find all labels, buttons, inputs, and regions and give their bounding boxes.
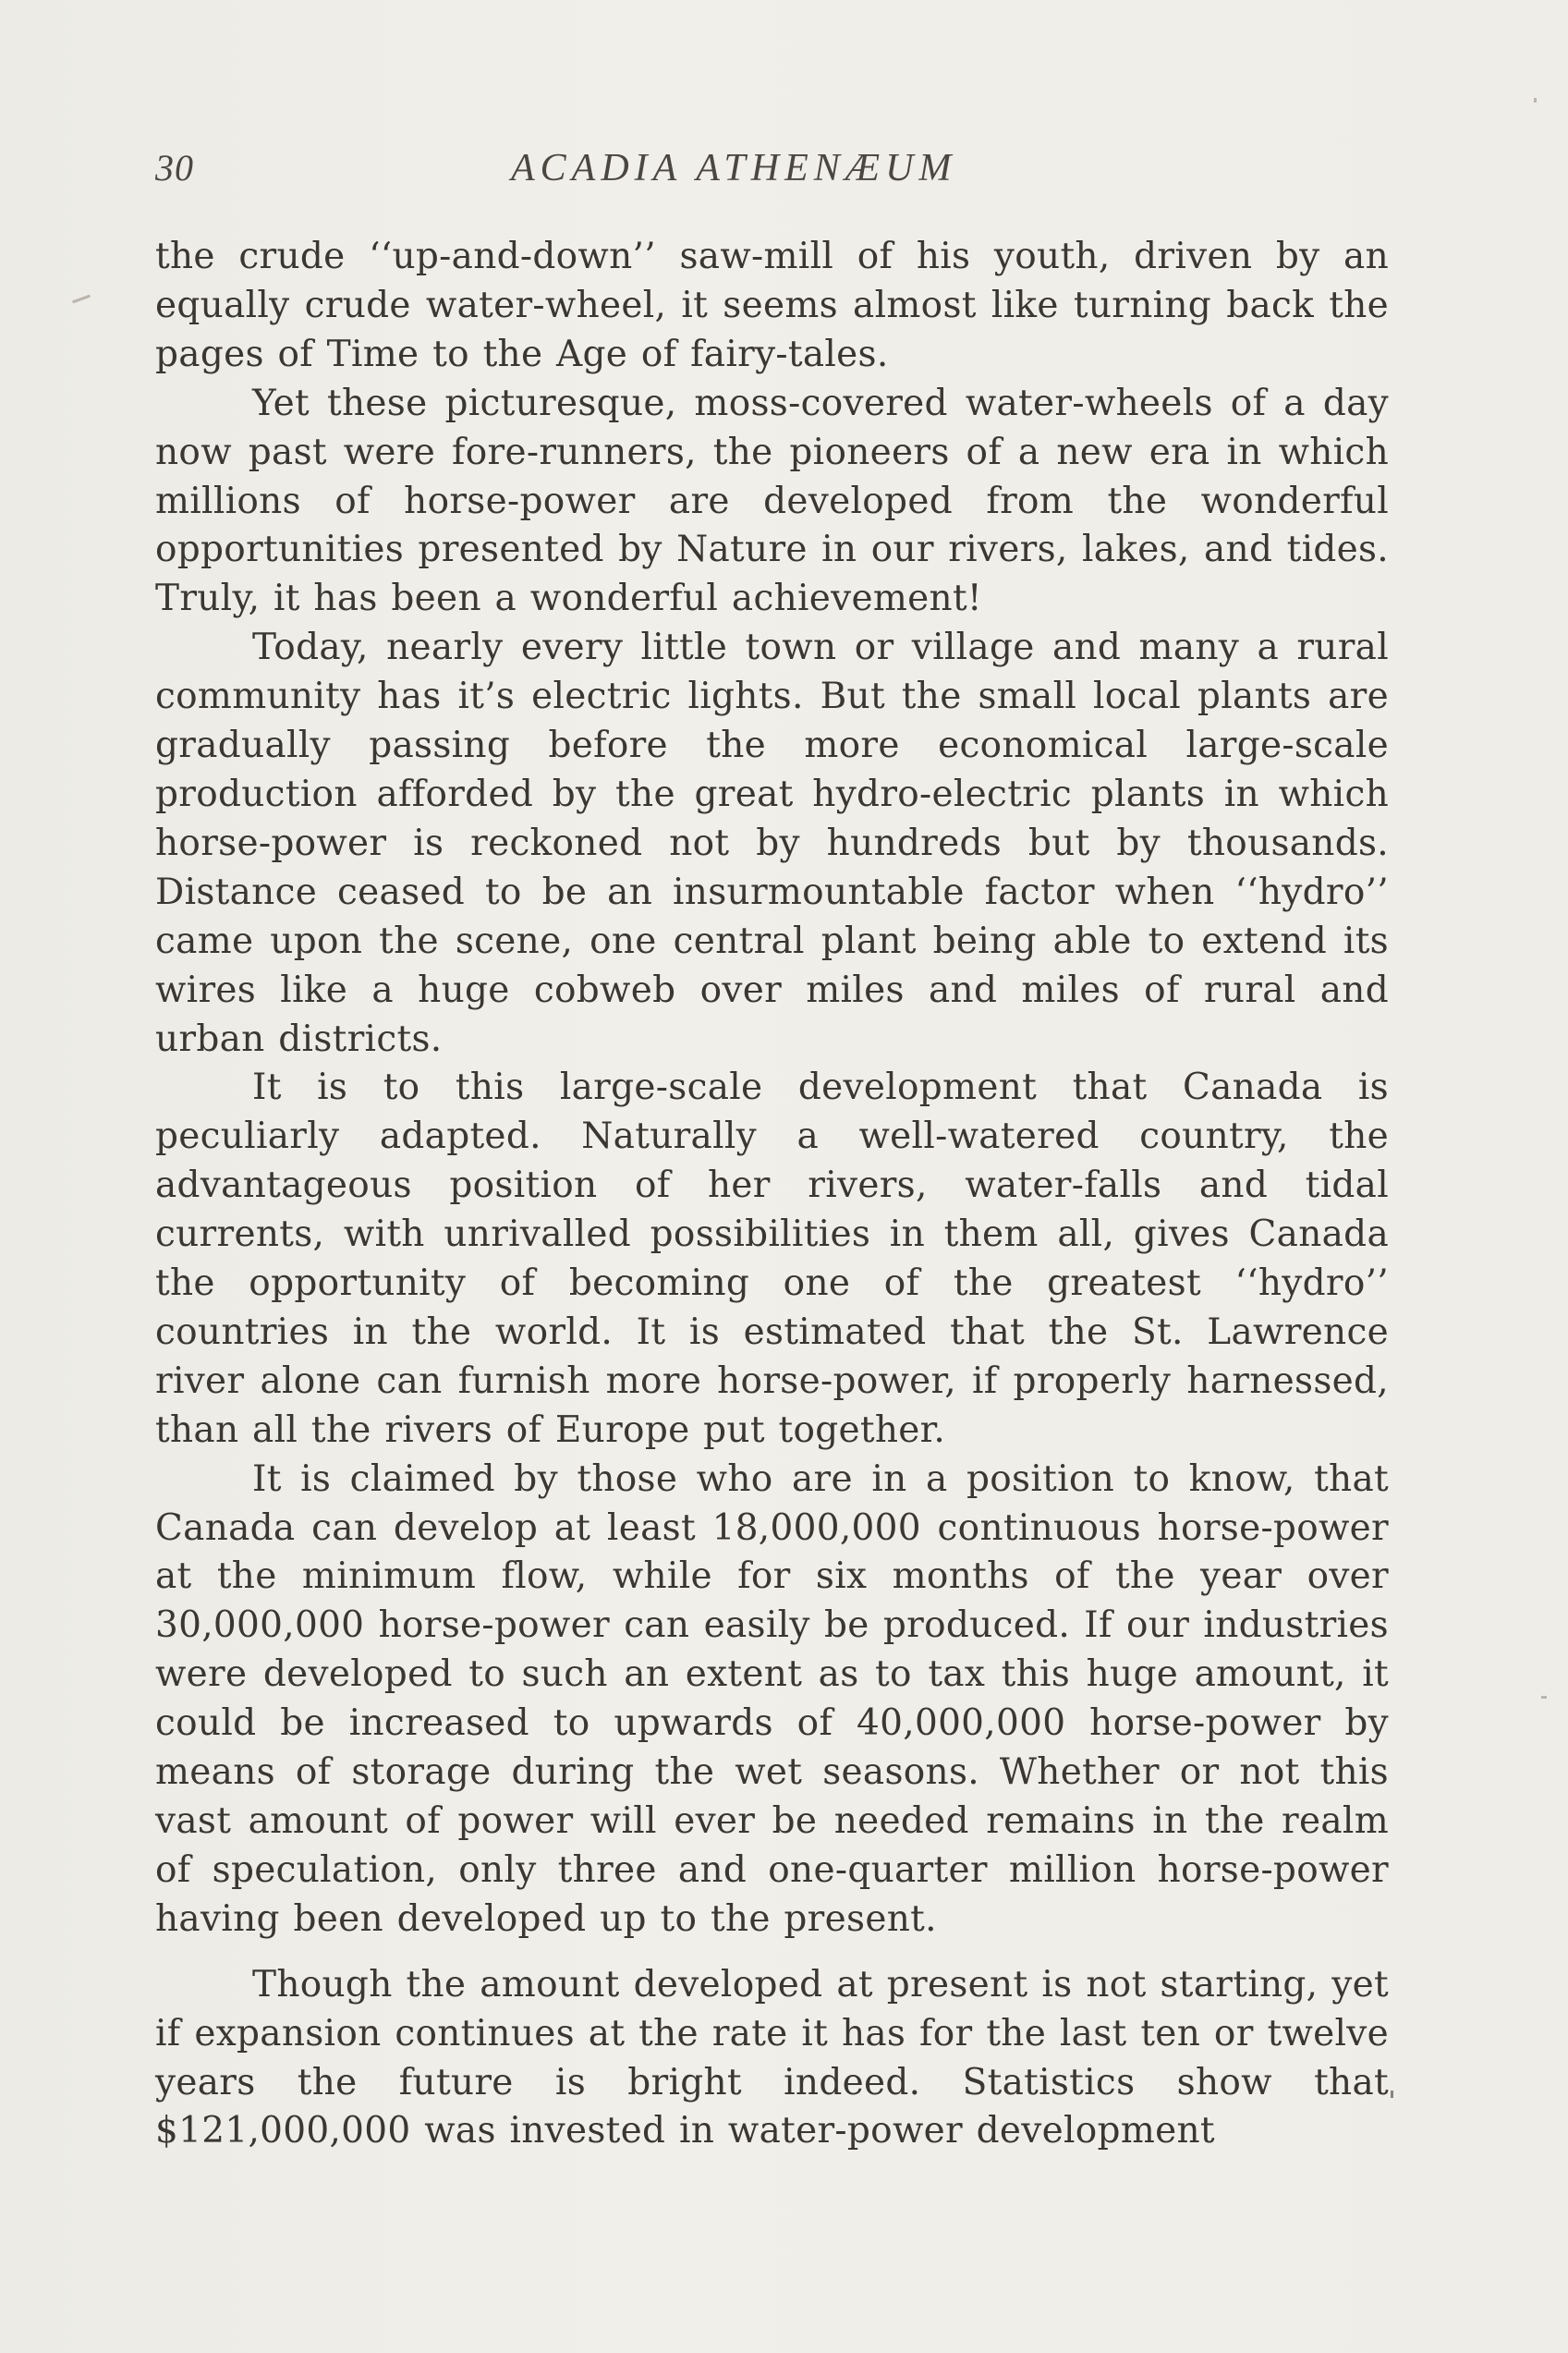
paragraph: Yet these picturesque, moss-covered water-wheels of a day now past were fore-runners, the pioneers of a new era in which millions of horse-power are developed from the wonderful opportunities presented by Nature in our rivers, lakes, and tides. Truly, it has been a wonderful achievement! [155, 382, 1389, 620]
paragraph-continued: the crude ‘‘up-and-down’’ saw-mill of his youth, driven by an equally crude water-wheel, it seems almost like turning back the pages of Time to the Age of fairy-tales. [155, 236, 1389, 375]
printer-tick-mark [1391, 2091, 1393, 2098]
paper-smudge-mark [1534, 98, 1537, 103]
paragraph: Though the amount developed at present is not starting, yet if expansion continues at the rate it has for the last ten or twelve years the future is bright indeed. Statistics show that $121,000,000 was invested in water-power development [155, 1963, 1389, 2152]
running-head-title: ACADIA ATHENÆUM [511, 147, 957, 189]
article-body [155, 233, 1389, 2156]
paragraph: Today, nearly every little town or village and many a rural community has it’s electric lights. But the small local plants are gradually passing before the more economical large-scale production afforded by the great hydro-electric plants in which horse-power is reckoned not by hundreds but by thousands. Distance ceased to be an insurmountable factor when ‘‘hydro’’ came upon the scene, one central plant being able to extend its wires like a huge cobweb over miles and miles of rural and urban districts. [155, 627, 1389, 1060]
paper-smudge-mark [1541, 1696, 1547, 1699]
paper-smudge-mark [72, 295, 91, 304]
paragraph: It is claimed by those who are in a position to know, that Canada can develop at least 18,000,000 continuous horse-power at the minimum flow, while for six months of the year over 30,000,000 horse-power can easily be produced. If our industries were developed to such an extent as to tax this huge amount, it could be increased to upwards of 40,000,000 horse-power by means of storage during the wet seasons. Whether or not this vast amount of power will ever be needed remains in the realm of speculation, only three and one-quarter million horse-power having been developed up to the present. [155, 1457, 1389, 1940]
page-header [155, 139, 1389, 203]
paragraph: It is to this large-scale development that Canada is peculiarly adapted. Naturally a well-watered country, the advantageous position of her rivers, water-falls and tidal currents, with unrivalled possibilities in them all, gives Canada the opportunity of becoming one of the greatest ‘‘hydro’’ countries in the world. It is estimated that the St. Lawrence river alone can furnish more horse-power, if properly harnessed, than all the rivers of Europe put together. [155, 1067, 1389, 1451]
page-number: 30 [155, 147, 194, 189]
